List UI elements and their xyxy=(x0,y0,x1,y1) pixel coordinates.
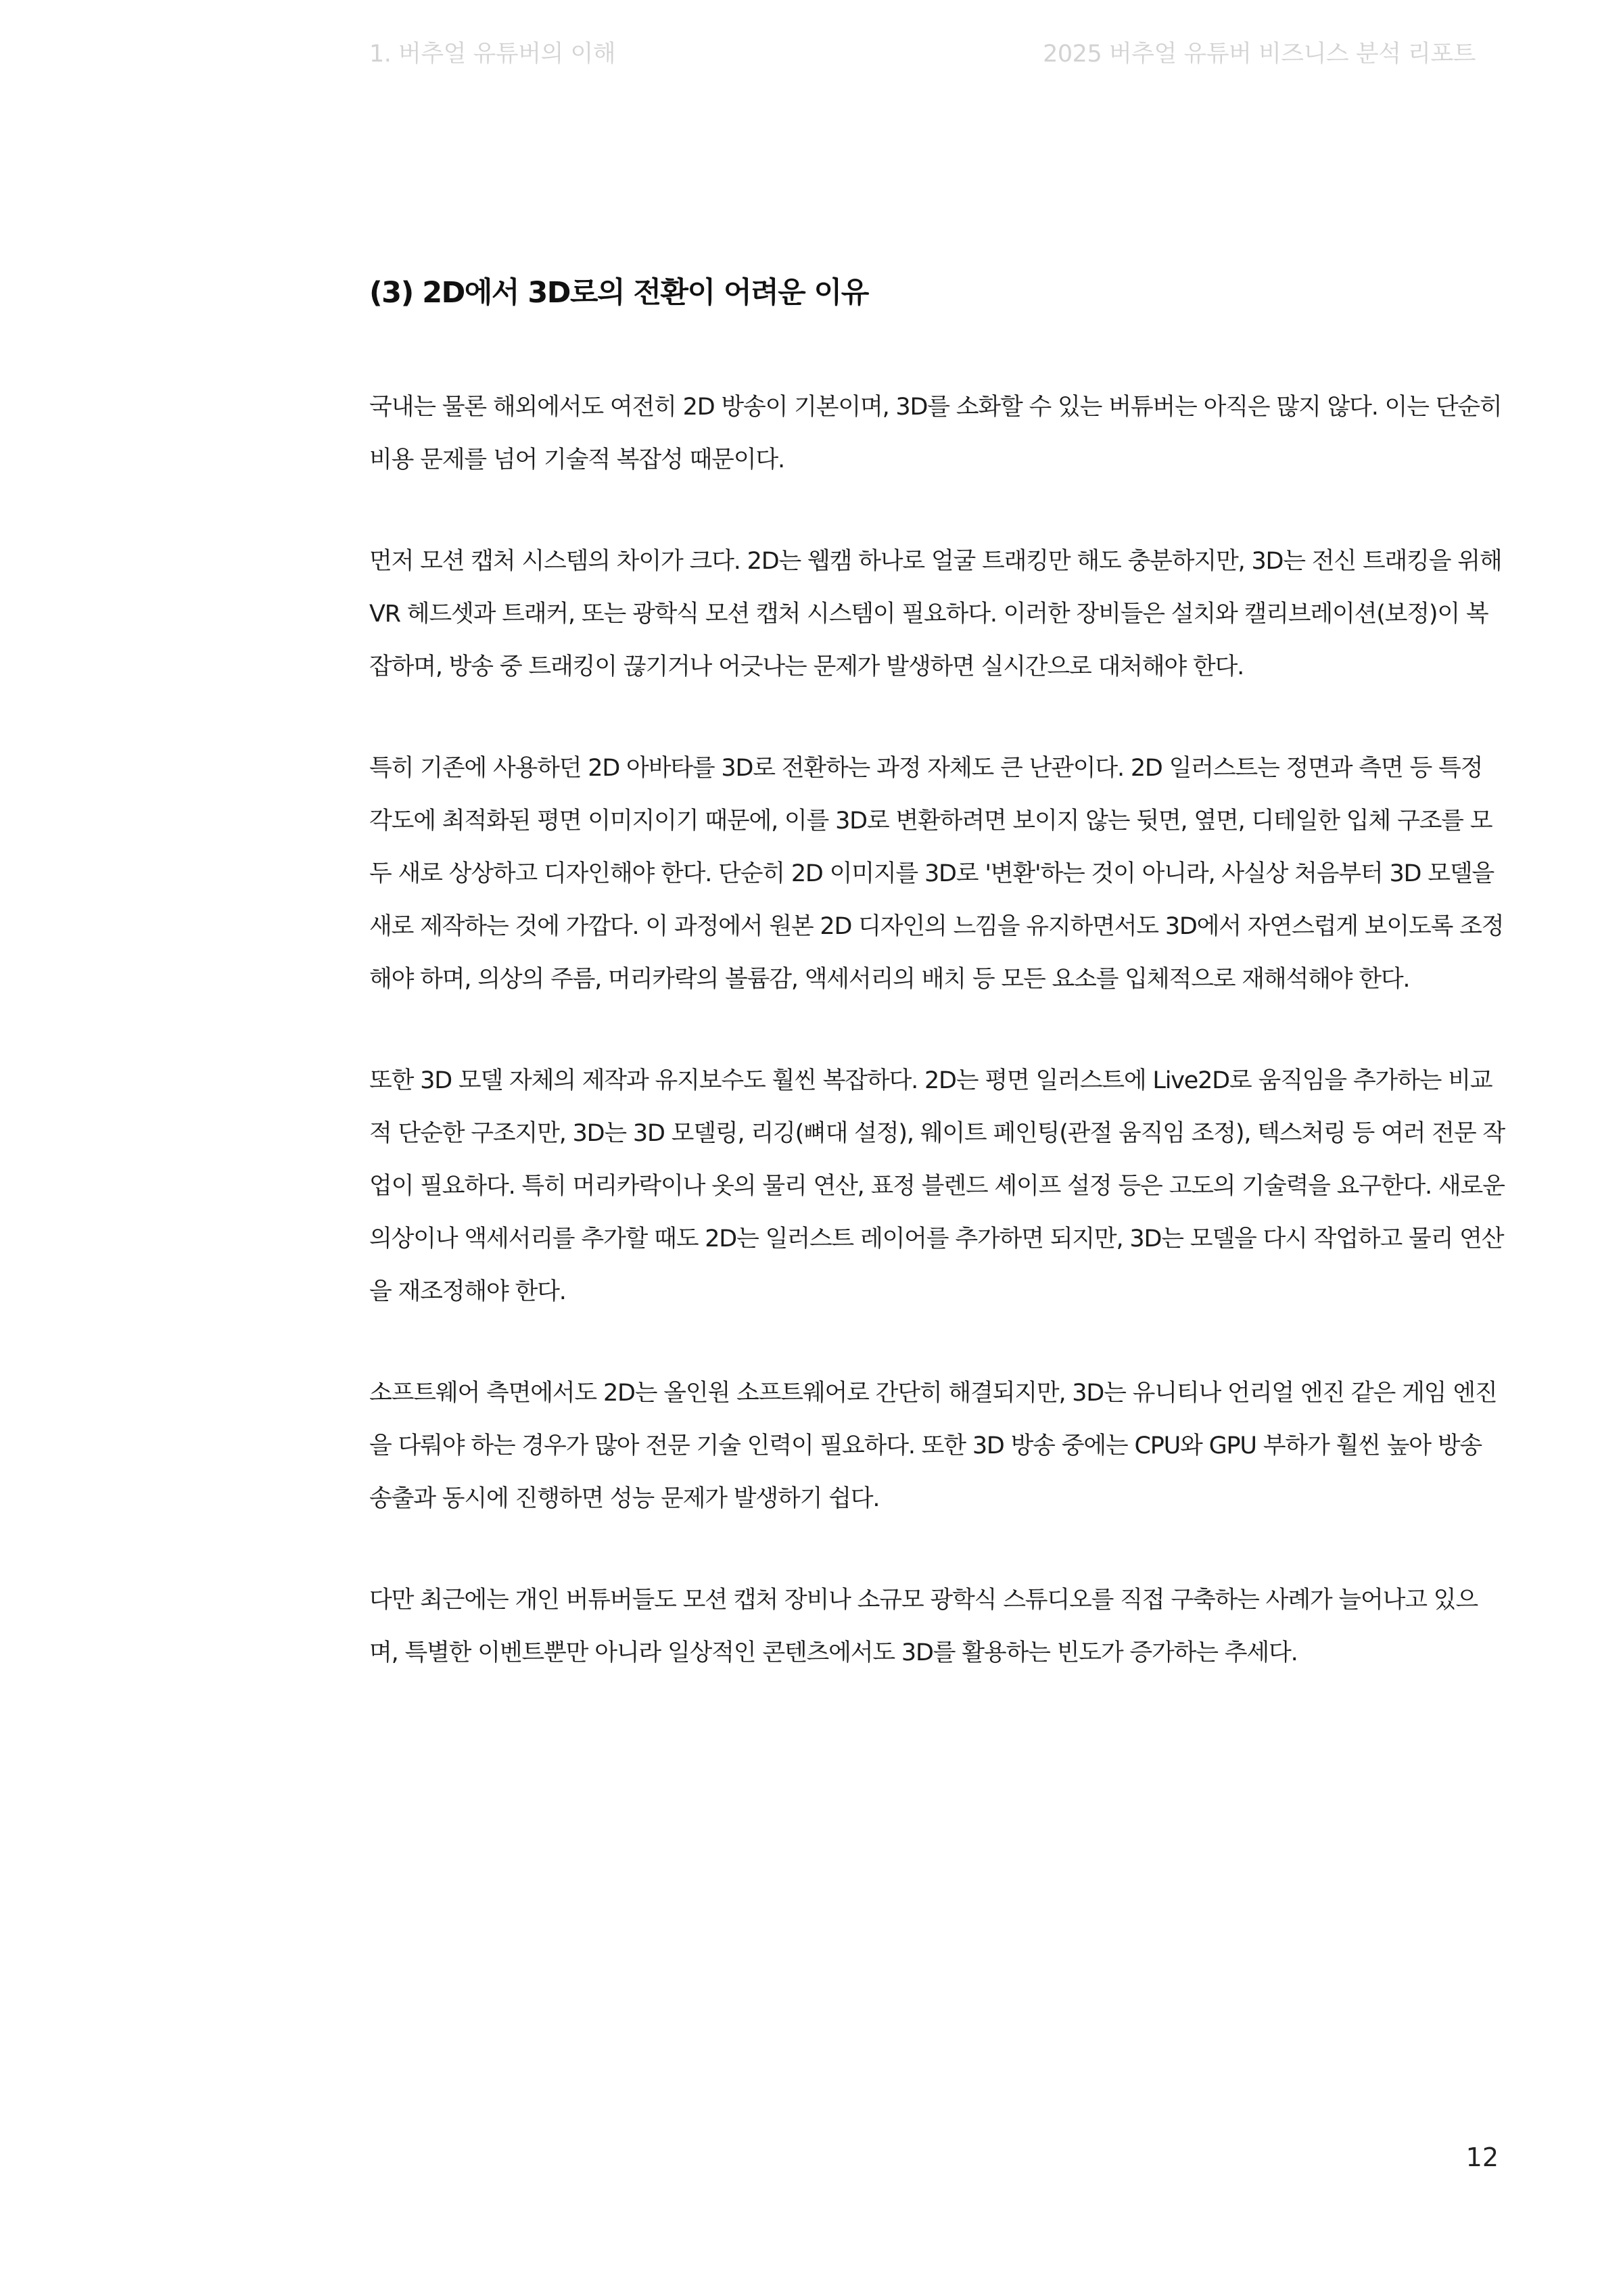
page-number: 12 xyxy=(1465,2142,1499,2172)
paragraph-recent-trend: 다만 최근에는 개인 버튜버들도 모션 캡처 장비나 소규모 광학식 스튜디오를 직접 구축하는 사례가 늘어나고 있으며, 특별한 이벤트뿐만 아니라 일상적인 콘텐츠에서도 3D를 활용하는 빈도가 증가하는 추세다. xyxy=(369,1587,1478,1666)
paragraph-model-production: 또한 3D 모델 자체의 제작과 유지보수도 훨씬 복잡하다. 2D는 평면 일러스트에 Live2D로 움직임을 추가하는 비교적 단순한 구조지만, 3D는 3D 모델링, 리깅(뼈대 설정), 웨이트 페인팅(관절 움직임 조정), 텍스처링 등 여러 전문 작업이 필요하다. 특히 머리카락이나 옷의 물리 연산, 표정 블렌드 셰이프 설정 등은 고도의 기술력을 요구한다. 새로운 의상이나 액세서리를 추가할 때도 2D는 일러스트 레이어를 추가하면 되지만, 3D는 모델을 다시 작업하고 물리 연산을 재조정해야 한다. xyxy=(369,1067,1505,1305)
paragraph-software: 소프트웨어 측면에서도 2D는 올인원 소프트웨어로 간단히 해결되지만, 3D는 유니티나 언리얼 엔진 같은 게임 엔진을 다뤄야 하는 경우가 많아 전문 기술 인력이 필요하다. 또한 3D 방송 중에는 CPU와 GPU 부하가 훨씬 높아 방송 송출과 동시에 진행하면 성능 문제가 발생하기 쉽다. xyxy=(369,1380,1497,1512)
running-header xyxy=(369,35,1476,69)
paragraph-motion-capture: 먼저 모션 캡처 시스템의 차이가 크다. 2D는 웹캠 하나로 얼굴 트래킹만 해도 충분하지만, 3D는 전신 트래킹을 위해 VR 헤드셋과 트래커, 또는 광학식 모션 캡처 시스템이 필요하다. 이러한 장비들은 설치와 캘리브레이션(보정)이 복잡하며, 방송 중 트래킹이 끊기거나 어긋나는 문제가 발생하면 실시간으로 대처해야 한다. xyxy=(369,548,1502,680)
header-report-title: 2025 버추얼 유튜버 비즈니스 분석 리포트 xyxy=(1043,41,1476,68)
main-content xyxy=(369,267,1505,1679)
section-title: (3) 2D에서 3D로의 전환이 어려운 이유 xyxy=(369,276,868,310)
header-chapter: 1. 버추얼 유튜버의 이해 xyxy=(369,41,616,68)
paragraph-intro: 국내는 물론 해외에서도 여전히 2D 방송이 기본이며, 3D를 소화할 수 있는 버튜버는 아직은 많지 않다. 이는 단순히 비용 문제를 넘어 기술적 복잡성 때문이다. xyxy=(369,394,1502,473)
paragraph-avatar-conversion: 특히 기존에 사용하던 2D 아바타를 3D로 전환하는 과정 자체도 큰 난관이다. 2D 일러스트는 정면과 측면 등 특정 각도에 최적화된 평면 이미지이기 때문에, 이를 3D로 변환하려면 보이지 않는 뒷면, 옆면, 디테일한 입체 구조를 모두 새로 상상하고 디자인해야 한다. 단순히 2D 이미지를 3D로 '변환'하는 것이 아니라, 사실상 처음부터 3D 모델을 새로 제작하는 것에 가깝다. 이 과정에서 원본 2D 디자인의 느낌을 유지하면서도 3D에서 자연스럽게 보이도록 조정해야 하며, 의상의 주름, 머리카락의 볼륨감, 액세서리의 배치 등 모든 요소를 입체적으로 재해석해야 한다. xyxy=(369,755,1504,993)
